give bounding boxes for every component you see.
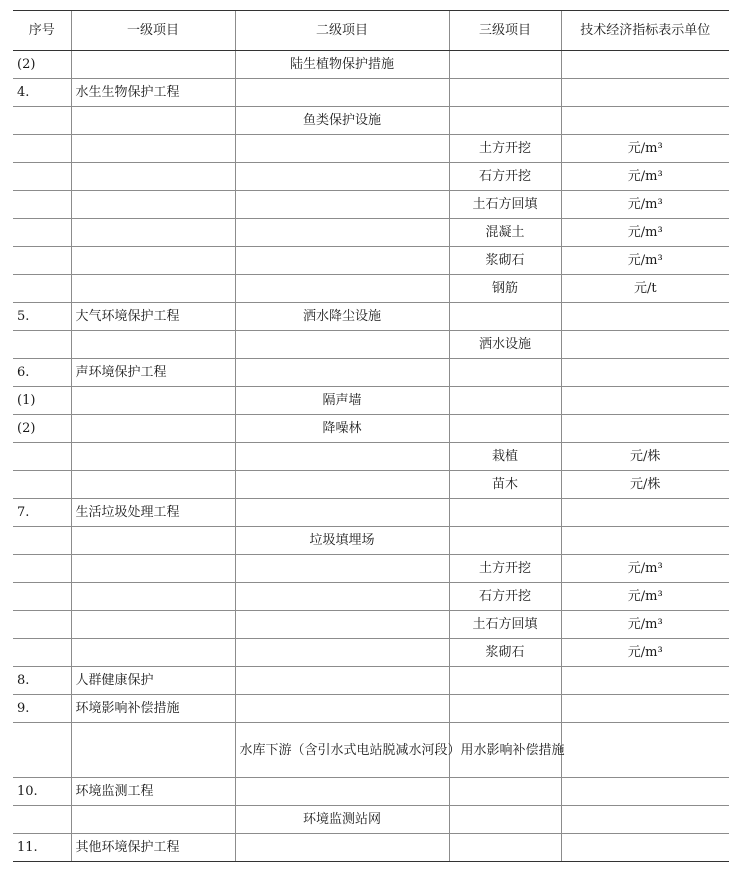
environmental-protection-cost-table (13, 10, 729, 862)
cell-unit: 元/m³ (561, 191, 729, 219)
table-row (13, 135, 729, 163)
cell-seq: (2) (13, 51, 71, 79)
cell-level2-item: 环境监测站网 (235, 806, 449, 834)
cell-level3-item: 土方开挖 (449, 555, 561, 583)
cell-seq: 7. (13, 499, 71, 527)
cell-unit (561, 806, 729, 834)
cell-seq (13, 191, 71, 219)
table-row (13, 583, 729, 611)
cell-seq (13, 471, 71, 499)
cell-level3-item: 浆砌石 (449, 639, 561, 667)
table-row (13, 247, 729, 275)
cell-seq: 5. (13, 303, 71, 331)
cell-unit (561, 359, 729, 387)
table-row (13, 163, 729, 191)
cell-level1-item: 生活垃圾处理工程 (71, 499, 235, 527)
table-row (13, 331, 729, 359)
table-row (13, 499, 729, 527)
cell-level1-item: 大气环境保护工程 (71, 303, 235, 331)
cell-seq (13, 247, 71, 275)
cell-level3-item (449, 359, 561, 387)
cell-level2-item (235, 499, 449, 527)
cell-level2-item (235, 583, 449, 611)
cell-level1-item (71, 331, 235, 359)
cell-seq: (2) (13, 415, 71, 443)
cell-level2-item (235, 639, 449, 667)
cell-level1-item (71, 387, 235, 415)
table-row (13, 555, 729, 583)
header-unit: 技术经济指标表示单位 (561, 11, 729, 51)
cell-level2-item (235, 191, 449, 219)
cell-level2-item: 水库下游（含引水式电站脱减水河段）用水影响补偿措施 (235, 723, 449, 778)
header-level2-item: 二级项目 (235, 11, 449, 51)
cell-level2-item (235, 667, 449, 695)
cell-level1-item (71, 527, 235, 555)
cell-level1-item (71, 219, 235, 247)
cell-unit: 元/m³ (561, 555, 729, 583)
table-row (13, 471, 729, 499)
cell-seq: 4. (13, 79, 71, 107)
cell-seq (13, 611, 71, 639)
cell-level3-item: 钢筋 (449, 275, 561, 303)
cell-level1-item (71, 723, 235, 778)
cell-level3-item (449, 107, 561, 135)
cell-level2-item (235, 695, 449, 723)
table-row (13, 275, 729, 303)
cell-level2-item (235, 163, 449, 191)
cell-level3-item: 苗木 (449, 471, 561, 499)
cell-level3-item: 混凝土 (449, 219, 561, 247)
header-level3-item: 三级项目 (449, 11, 561, 51)
cell-unit: 元/m³ (561, 611, 729, 639)
header-level1-item: 一级项目 (71, 11, 235, 51)
table-row (13, 219, 729, 247)
cell-level1-item: 其他环境保护工程 (71, 834, 235, 862)
table-row (13, 303, 729, 331)
cell-unit (561, 499, 729, 527)
cell-level3-item: 土方开挖 (449, 135, 561, 163)
table-row (13, 695, 729, 723)
cell-seq (13, 527, 71, 555)
cell-level1-item (71, 806, 235, 834)
cell-level3-item (449, 806, 561, 834)
header-seq: 序号 (13, 11, 71, 51)
cell-level2-item (235, 471, 449, 499)
cell-seq (13, 639, 71, 667)
table-row (13, 723, 729, 778)
table-row (13, 359, 729, 387)
cell-seq (13, 555, 71, 583)
cell-level2-item: 洒水降尘设施 (235, 303, 449, 331)
cell-unit (561, 415, 729, 443)
cell-level1-item: 环境监测工程 (71, 778, 235, 806)
cell-level1-item (71, 415, 235, 443)
cell-unit: 元/m³ (561, 135, 729, 163)
cell-seq: 8. (13, 667, 71, 695)
cell-unit (561, 387, 729, 415)
cell-level1-item (71, 639, 235, 667)
table-row (13, 778, 729, 806)
cell-level3-item (449, 51, 561, 79)
cell-level2-item (235, 219, 449, 247)
cell-unit (561, 79, 729, 107)
cell-seq (13, 806, 71, 834)
table-row (13, 443, 729, 471)
table-row (13, 527, 729, 555)
cell-level2-item (235, 79, 449, 107)
cell-level3-item (449, 667, 561, 695)
cell-level3-item: 土石方回填 (449, 611, 561, 639)
cell-level1-item (71, 163, 235, 191)
cell-level2-item: 降噪林 (235, 415, 449, 443)
cell-unit (561, 303, 729, 331)
cell-seq: (1) (13, 387, 71, 415)
cell-unit: 元/m³ (561, 639, 729, 667)
cell-level1-item (71, 583, 235, 611)
cell-unit: 元/t (561, 275, 729, 303)
cell-level2-item (235, 331, 449, 359)
table-row (13, 639, 729, 667)
cell-level1-item: 声环境保护工程 (71, 359, 235, 387)
cell-level3-item: 石方开挖 (449, 583, 561, 611)
cell-level2-item: 垃圾填埋场 (235, 527, 449, 555)
cell-level3-item (449, 499, 561, 527)
cell-level3-item: 浆砌石 (449, 247, 561, 275)
cell-unit (561, 331, 729, 359)
table-row (13, 107, 729, 135)
cell-unit: 元/m³ (561, 219, 729, 247)
cell-level2-item (235, 275, 449, 303)
cell-seq: 9. (13, 695, 71, 723)
cell-level2-item (235, 359, 449, 387)
cell-seq (13, 135, 71, 163)
table-row (13, 51, 729, 79)
cell-level1-item (71, 135, 235, 163)
table-row (13, 191, 729, 219)
cell-unit: 元/m³ (561, 163, 729, 191)
cell-level2-item: 鱼类保护设施 (235, 107, 449, 135)
cell-unit (561, 723, 729, 778)
cell-level3-item (449, 834, 561, 862)
cell-level3-item (449, 778, 561, 806)
cell-level3-item: 栽植 (449, 443, 561, 471)
cell-seq (13, 219, 71, 247)
cell-level1-item: 水生生物保护工程 (71, 79, 235, 107)
cell-level1-item: 环境影响补偿措施 (71, 695, 235, 723)
cell-level3-item: 石方开挖 (449, 163, 561, 191)
cell-level2-item (235, 247, 449, 275)
cell-unit (561, 667, 729, 695)
table-row (13, 387, 729, 415)
cell-level3-item (449, 387, 561, 415)
cell-level1-item (71, 51, 235, 79)
cell-level2-item (235, 443, 449, 471)
cell-level2-item: 隔声墙 (235, 387, 449, 415)
cell-level3-item (449, 415, 561, 443)
cell-level2-item: 陆生植物保护措施 (235, 51, 449, 79)
cell-seq (13, 583, 71, 611)
cell-unit: 元/m³ (561, 247, 729, 275)
cell-level1-item (71, 611, 235, 639)
cell-level1-item (71, 107, 235, 135)
cell-seq: 11. (13, 834, 71, 862)
cell-level1-item: 人群健康保护 (71, 667, 235, 695)
cell-level1-item (71, 555, 235, 583)
cell-unit (561, 51, 729, 79)
cell-seq (13, 107, 71, 135)
cell-level2-item (235, 778, 449, 806)
cell-seq (13, 331, 71, 359)
cell-seq (13, 723, 71, 778)
cell-unit: 元/m³ (561, 583, 729, 611)
table-body (13, 51, 729, 862)
cell-level2-item (235, 611, 449, 639)
cell-level3-item (449, 527, 561, 555)
cell-seq (13, 275, 71, 303)
cell-level3-item: 土石方回填 (449, 191, 561, 219)
cell-level3-item (449, 695, 561, 723)
table-row (13, 415, 729, 443)
table-row (13, 611, 729, 639)
table-row (13, 667, 729, 695)
cell-level3-item (449, 303, 561, 331)
cell-level3-item: 洒水设施 (449, 331, 561, 359)
cell-level1-item (71, 275, 235, 303)
cell-unit: 元/株 (561, 471, 729, 499)
cell-level1-item (71, 471, 235, 499)
cell-unit (561, 834, 729, 862)
cell-level2-item (235, 555, 449, 583)
cell-level1-item (71, 443, 235, 471)
cell-unit (561, 695, 729, 723)
cell-level3-item (449, 79, 561, 107)
cell-seq: 10. (13, 778, 71, 806)
cell-unit (561, 778, 729, 806)
table-row (13, 79, 729, 107)
cell-seq (13, 443, 71, 471)
cell-level2-item (235, 834, 449, 862)
cell-level1-item (71, 191, 235, 219)
cell-level1-item (71, 247, 235, 275)
table-header (13, 11, 729, 51)
cell-seq (13, 163, 71, 191)
header-row (13, 11, 729, 51)
cell-seq: 6. (13, 359, 71, 387)
cell-level2-item (235, 135, 449, 163)
cell-unit: 元/株 (561, 443, 729, 471)
cell-unit (561, 107, 729, 135)
table-row (13, 806, 729, 834)
cell-unit (561, 527, 729, 555)
table-row (13, 834, 729, 862)
